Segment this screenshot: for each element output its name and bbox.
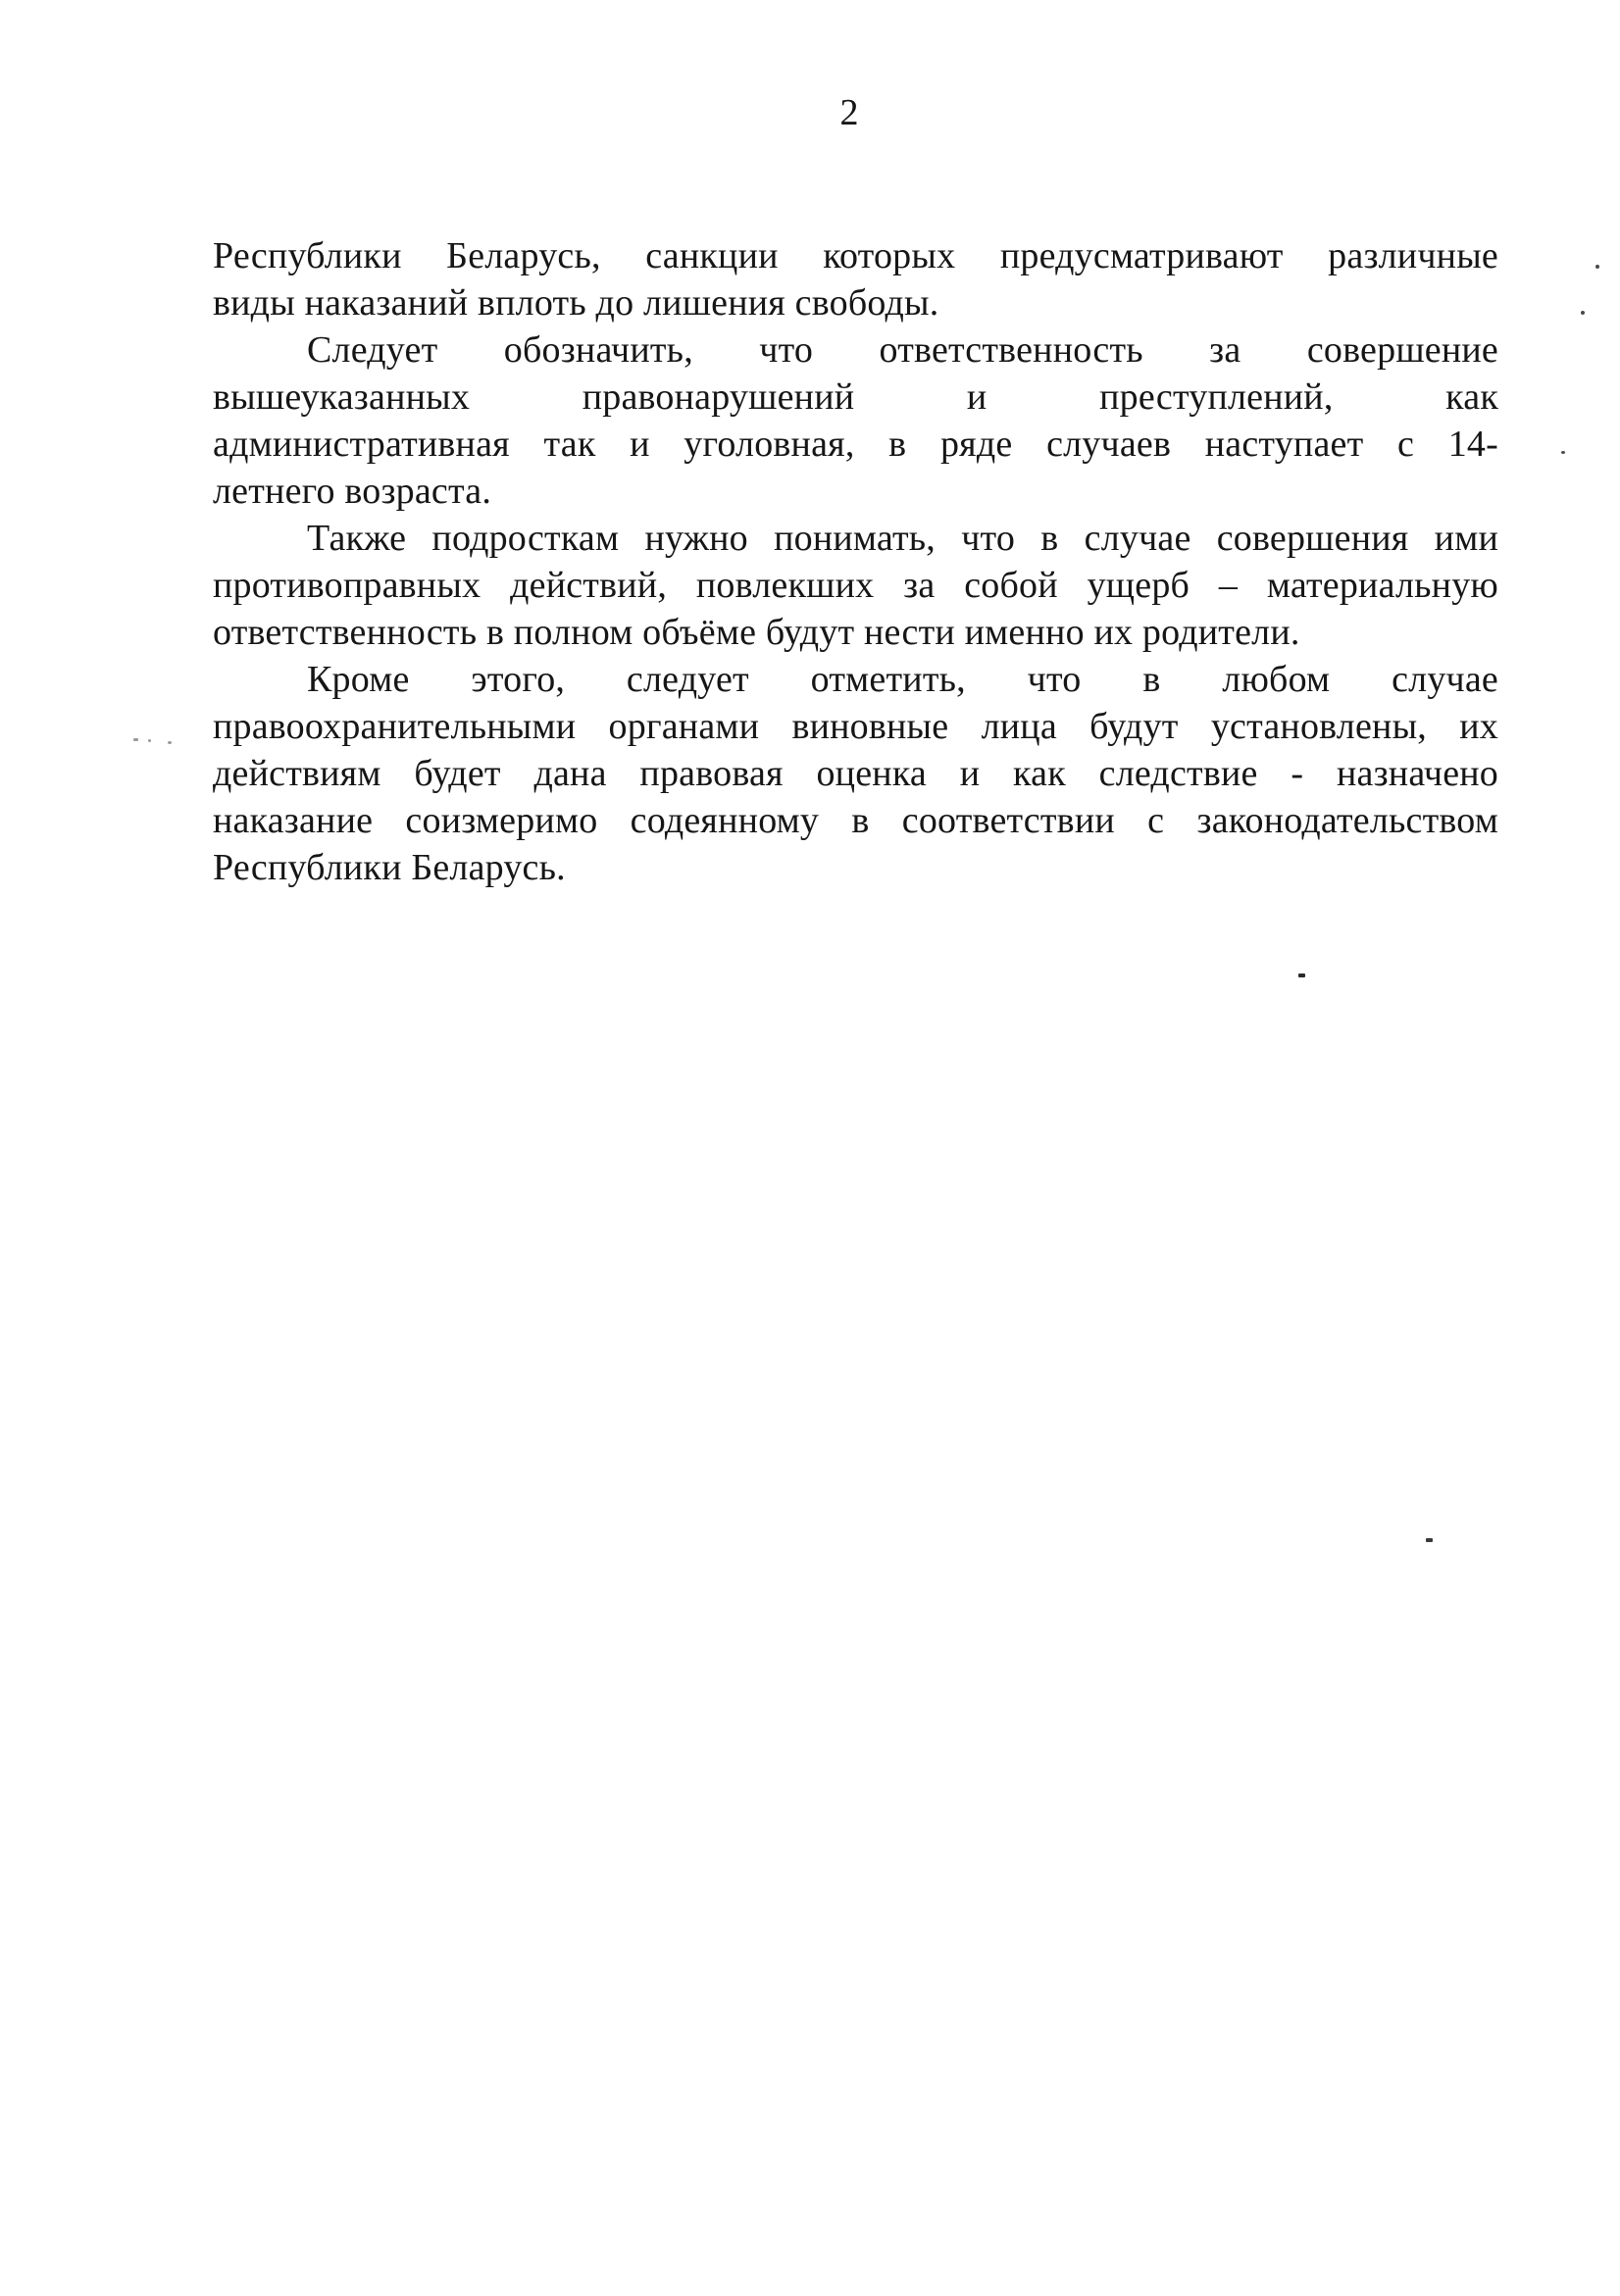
scan-speck (1595, 265, 1599, 269)
paragraph-4 (213, 656, 1498, 891)
scan-speck (1581, 311, 1585, 315)
text-line: правоохранительными органами виновные лица будут установлены, их (213, 706, 1498, 747)
text-line: Следует обозначить, что ответственность за совершение (307, 329, 1498, 371)
scan-speck (1298, 973, 1305, 977)
paragraph-2 (213, 326, 1498, 515)
text-line: Кроме этого, следует отметить, что в любом случае (307, 659, 1498, 700)
text-line: Республики Беларусь, санкции которых предусматривают различные (213, 235, 1498, 276)
page-number: 2 (839, 92, 859, 133)
text-line: летнего возраста. (213, 471, 492, 512)
scan-speck (148, 739, 151, 742)
text-line: наказание соизмеримо содеянному в соответствии с законодательством (213, 800, 1498, 841)
scan-speck (168, 741, 172, 744)
scan-speck (1426, 1538, 1433, 1542)
paragraph-1 (213, 232, 1498, 326)
text-line: виды наказаний вплоть до лишения свободы. (213, 282, 939, 324)
text-line: Республики Беларусь. (213, 847, 566, 888)
text-line: противоправных действий, повлекших за собой ущерб – материальную (213, 565, 1498, 606)
text-line: Также подросткам нужно понимать, что в случае совершения ими (307, 518, 1498, 559)
paragraph-3 (213, 515, 1498, 656)
document-body (213, 232, 1498, 891)
text-line: действиям будет дана правовая оценка и как следствие - назначено (213, 753, 1498, 794)
scan-speck (1561, 451, 1565, 454)
text-line: административная так и уголовная, в ряде случаев наступает с 14- (213, 424, 1498, 465)
text-line: вышеуказанных правонарушений и преступлений, как (213, 376, 1498, 418)
text-line: ответственность в полном объёме будут нести именно их родители. (213, 612, 1300, 653)
scan-speck (133, 738, 138, 741)
